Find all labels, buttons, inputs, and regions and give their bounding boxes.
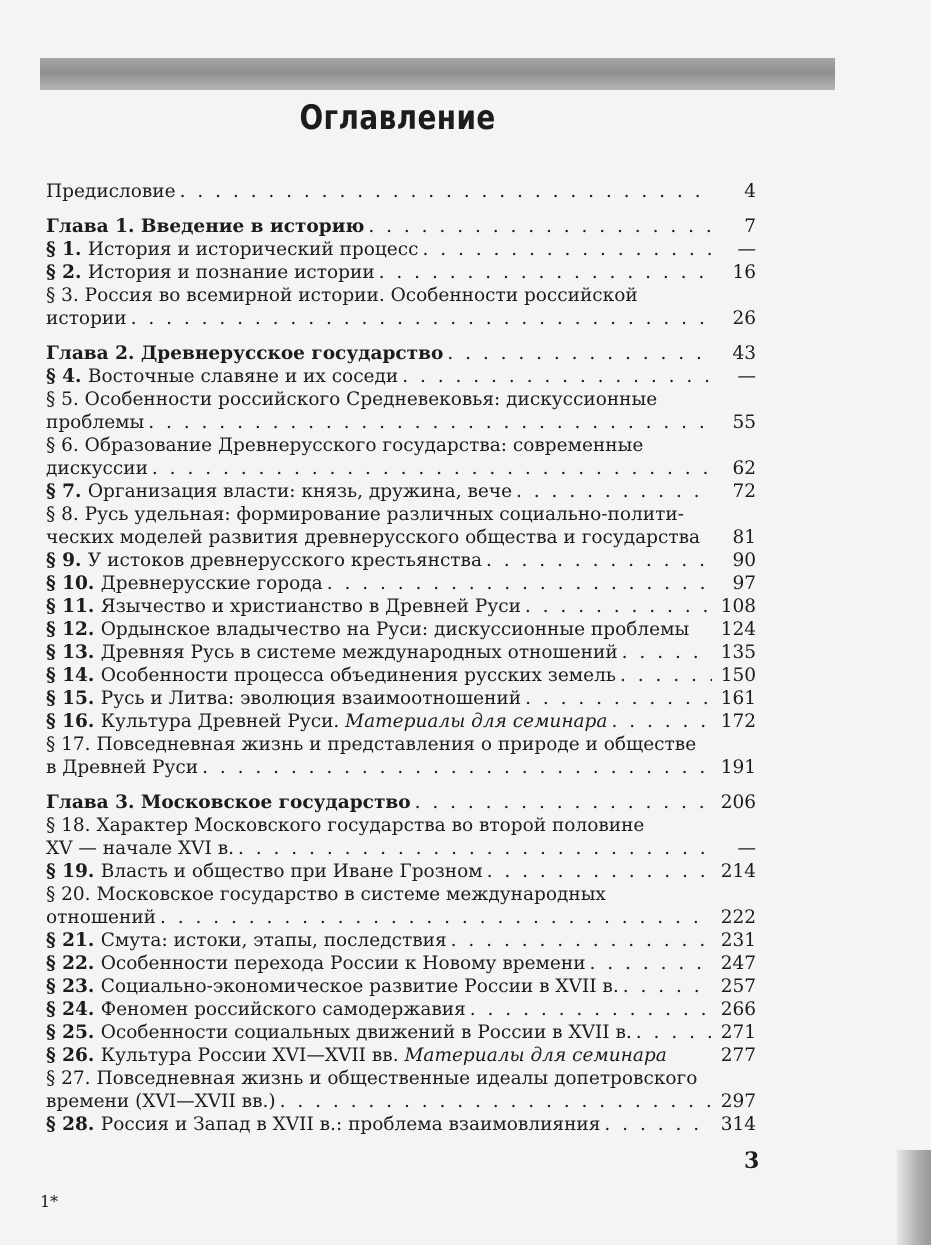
table-of-contents — [46, 180, 756, 1136]
section-number: § 13. — [46, 642, 101, 663]
entry-title — [46, 411, 144, 434]
page-ref: — — [737, 366, 756, 387]
page-ref: 62 — [732, 458, 756, 479]
section-number: § 22. — [46, 953, 101, 974]
section-number: § 11. — [46, 596, 101, 617]
entry-line — [46, 641, 756, 664]
page-ref: 222 — [720, 907, 756, 928]
signature-mark: 1* — [40, 1192, 59, 1211]
entry-title — [46, 975, 619, 998]
section-number: § 25. — [46, 1022, 101, 1043]
page-edge-shadow — [897, 1150, 931, 1245]
leader-dots — [152, 457, 712, 480]
page-ref: 108 — [720, 596, 756, 617]
leader-dots — [486, 549, 712, 572]
entry-text: ческих моделей развития древнерусского общества и государства — [46, 527, 701, 548]
entry-title — [46, 480, 512, 503]
toc-entry[interactable] — [46, 952, 756, 975]
entry-line — [46, 457, 756, 480]
section-number: § 2. — [46, 262, 88, 283]
leader-dots — [202, 756, 712, 779]
page-ref: 7 — [744, 216, 756, 237]
entry-text: Организация власти: князь, дружина, вече — [87, 481, 513, 502]
entry-text: Повседневная жизнь и представления о природе и обществе — [96, 734, 697, 755]
toc-entry[interactable] — [46, 480, 756, 503]
page-ref: 16 — [732, 262, 756, 283]
entry-text: Смута: истоки, этапы, последствия — [100, 930, 447, 951]
entry-title — [46, 365, 398, 388]
page-ref: — — [737, 838, 756, 859]
entry-text: Восточные славяне и их соседи — [87, 366, 399, 387]
entry-text: Характер Московского государства во второй половине — [96, 815, 645, 836]
entry-title — [46, 215, 364, 238]
entry-text: проблемы — [46, 412, 145, 433]
leader-dots — [623, 975, 712, 998]
section-number: § 24. — [46, 999, 101, 1020]
section-number: § 1. — [46, 239, 88, 260]
leader-dots — [280, 1090, 712, 1113]
leader-dots — [620, 664, 712, 687]
toc-entry[interactable] — [46, 434, 756, 480]
section-number: § 15. — [46, 688, 101, 709]
entry-title — [46, 791, 411, 814]
entry-text: Русь удельная: формирование различных социально-полити- — [84, 504, 684, 525]
toc-entry[interactable] — [46, 261, 756, 284]
entry-text: История и познание истории — [87, 262, 375, 283]
leader-dots — [525, 687, 712, 710]
toc-entry[interactable] — [46, 284, 756, 330]
page-ref: 43 — [732, 343, 756, 364]
entry-text: XV — начале XVI в. — [46, 838, 235, 859]
entry-line — [46, 664, 756, 687]
entry-text: Глава 3. Московское государство — [46, 792, 411, 813]
entry-text: Ордынское владычество на Руси: дискуссионные проблемы — [100, 619, 690, 640]
page-ref: 191 — [720, 757, 756, 778]
toc-entry[interactable] — [46, 549, 756, 572]
entry-line — [46, 837, 756, 860]
page-ref: 266 — [720, 999, 756, 1020]
toc-entry[interactable] — [46, 572, 756, 595]
toc-entry[interactable] — [46, 1067, 756, 1113]
entry-first-line — [46, 814, 756, 837]
section-number: § 18. — [46, 815, 97, 836]
leader-dots — [415, 791, 712, 814]
section-number: § 27. — [46, 1068, 97, 1089]
entry-line — [46, 307, 756, 330]
page-ref: 81 — [732, 527, 756, 548]
section-number: § 28. — [46, 1114, 101, 1135]
toc-entry[interactable] — [46, 388, 756, 434]
entry-line — [46, 572, 756, 595]
section-number: § 4. — [46, 366, 88, 387]
entry-title — [46, 180, 176, 203]
entry-text: Россия и Запад в XVII в.: проблема взаимовлияния — [100, 1114, 601, 1135]
entry-text: Древняя Русь в системе международных отношений — [100, 642, 618, 663]
entry-line — [46, 929, 756, 952]
toc-entry[interactable] — [46, 733, 756, 779]
entry-text: Феномен российского самодержавия — [100, 999, 466, 1020]
spacer — [46, 779, 756, 791]
leader-dots — [590, 952, 712, 975]
entry-text: Особенности социальных движений в России в XVII в. — [100, 1022, 632, 1043]
toc-entry[interactable] — [46, 883, 756, 929]
entry-line — [46, 756, 756, 779]
leader-dots — [180, 180, 712, 203]
toc-entry[interactable] — [46, 975, 756, 998]
toc-entry[interactable] — [46, 664, 756, 687]
entry-title — [46, 664, 616, 687]
leader-dots — [402, 365, 712, 388]
entry-text: У истоков древнерусского крестьянства — [87, 550, 482, 571]
page-ref: — — [737, 239, 756, 260]
entry-line — [46, 1021, 756, 1044]
entry-title — [46, 238, 418, 261]
section-number: § 23. — [46, 976, 101, 997]
entry-text: Культура Древней Руси. — [100, 711, 346, 732]
entry-title — [46, 756, 198, 779]
page-ref: 206 — [720, 792, 756, 813]
page-ref: 90 — [732, 550, 756, 571]
section-number: § 16. — [46, 711, 101, 732]
leader-dots — [327, 572, 712, 595]
entry-text: Московское государство в системе международных — [96, 884, 606, 905]
entry-line — [46, 860, 756, 883]
chapter-entry[interactable] — [46, 791, 756, 814]
entry-title — [46, 618, 689, 641]
leader-dots — [604, 1113, 712, 1136]
page-ref: 257 — [720, 976, 756, 997]
page-title: Оглавление — [299, 98, 496, 138]
entry-title — [46, 1113, 600, 1136]
entry-first-line — [46, 284, 756, 307]
page-ref: 247 — [720, 953, 756, 974]
leader-dots — [611, 710, 712, 733]
entry-line — [46, 1113, 756, 1136]
chapter-entry[interactable] — [46, 342, 756, 365]
page-ref: 231 — [720, 930, 756, 951]
toc-entry[interactable] — [46, 618, 756, 641]
entry-first-line — [46, 434, 756, 457]
leader-dots — [636, 1021, 712, 1044]
section-number: § 14. — [46, 665, 101, 686]
entry-title — [46, 710, 607, 733]
toc-entry[interactable] — [46, 238, 756, 261]
entry-title — [46, 687, 521, 710]
entry-line — [46, 791, 756, 814]
entry-title — [46, 595, 521, 618]
leader-dots — [160, 906, 712, 929]
entry-text: Образование Древнерусского государства: современные — [84, 435, 644, 456]
entry-text: История и исторический процесс — [87, 239, 419, 260]
section-number: § 26. — [46, 1045, 101, 1066]
header-shade-bar — [40, 58, 835, 90]
section-number: § 17. — [46, 734, 97, 755]
entry-first-line — [46, 883, 756, 906]
entry-line — [46, 526, 756, 549]
section-number: § 8. — [46, 504, 85, 525]
entry-text: Глава 2. Древнерусское государство — [46, 343, 444, 364]
entry-title — [46, 906, 156, 929]
entry-text: Древнерусские города — [100, 573, 323, 594]
page-ref: 55 — [732, 412, 756, 433]
leader-dots — [447, 342, 712, 365]
entry-title — [46, 457, 148, 480]
page-ref: 4 — [744, 181, 756, 202]
page-ref: 97 — [732, 573, 756, 594]
entry-line — [46, 1090, 756, 1113]
toc-entry[interactable] — [46, 641, 756, 664]
leader-dots — [379, 261, 712, 284]
entry-title — [46, 998, 466, 1021]
entry-title — [46, 526, 700, 549]
toc-entry[interactable] — [46, 998, 756, 1021]
entry-line — [46, 342, 756, 365]
page-ref: 297 — [720, 1091, 756, 1112]
toc-entry[interactable] — [46, 503, 756, 549]
entry-line — [46, 998, 756, 1021]
entry-title — [46, 952, 586, 975]
entry-text: Культура России XVI—XVII вв. — [100, 1045, 405, 1066]
entry-title — [46, 342, 443, 365]
toc-entry[interactable] — [46, 595, 756, 618]
entry-text: Глава 1. Введение в историю — [46, 216, 365, 237]
page-ref: 124 — [720, 619, 756, 640]
page-ref: 214 — [720, 861, 756, 882]
entry-line — [46, 975, 756, 998]
entry-first-line — [46, 388, 756, 411]
page-number: 3 — [744, 1148, 760, 1174]
entry-line — [46, 480, 756, 503]
entry-first-line — [46, 1067, 756, 1090]
page-ref: 271 — [720, 1022, 756, 1043]
entry-title — [46, 929, 447, 952]
leader-dots — [131, 307, 712, 330]
page-ref: 150 — [720, 665, 756, 686]
entry-text: Особенности российского Средневековья: дискуссионные — [84, 389, 658, 410]
toc-entry[interactable] — [46, 365, 756, 388]
toc-entry[interactable] — [46, 1113, 756, 1136]
leader-dots — [148, 411, 712, 434]
entry-title — [46, 1044, 667, 1067]
entry-line — [46, 180, 756, 203]
spacer — [46, 330, 756, 342]
entry-title — [46, 307, 127, 330]
entry-title — [46, 572, 323, 595]
section-number: § 12. — [46, 619, 101, 640]
leader-dots — [451, 929, 712, 952]
entry-title — [46, 641, 618, 664]
toc-entry[interactable] — [46, 180, 756, 203]
entry-italic: Материалы для семинара — [404, 1045, 667, 1066]
entry-first-line — [46, 503, 756, 526]
section-number: § 10. — [46, 573, 101, 594]
section-number: § 21. — [46, 930, 101, 951]
leader-dots — [470, 998, 712, 1021]
toc-entry[interactable] — [46, 814, 756, 860]
entry-title — [46, 860, 483, 883]
entry-line — [46, 411, 756, 434]
entry-title — [46, 261, 375, 284]
entry-line — [46, 595, 756, 618]
entry-title — [46, 549, 482, 572]
section-number: § 3. — [46, 285, 85, 306]
entry-title — [46, 837, 234, 860]
entry-line — [46, 549, 756, 572]
entry-line — [46, 1044, 756, 1067]
toc-entry[interactable] — [46, 1044, 756, 1067]
page-ref: 72 — [732, 481, 756, 502]
entry-text: дискуссии — [46, 458, 148, 479]
leader-dots — [525, 595, 712, 618]
entry-text: в Древней Руси — [46, 757, 199, 778]
entry-line — [46, 952, 756, 975]
entry-line — [46, 618, 756, 641]
entry-line — [46, 261, 756, 284]
entry-line — [46, 365, 756, 388]
leader-dots — [368, 215, 712, 238]
entry-title — [46, 1090, 276, 1113]
toc-entry[interactable] — [46, 929, 756, 952]
toc-entry[interactable] — [46, 860, 756, 883]
toc-entry[interactable] — [46, 687, 756, 710]
page-ref: 314 — [720, 1114, 756, 1135]
section-number: § 19. — [46, 861, 101, 882]
leader-dots — [487, 860, 712, 883]
entry-text: времени (XVI—XVII вв.) — [46, 1091, 276, 1112]
leader-dots — [422, 238, 712, 261]
entry-text: Власть и общество при Иване Грозном — [100, 861, 483, 882]
leader-dots — [622, 641, 712, 664]
entry-title — [46, 1021, 632, 1044]
chapter-entry[interactable] — [46, 215, 756, 238]
entry-line — [46, 906, 756, 929]
section-number: § 20. — [46, 884, 97, 905]
section-number: § 5. — [46, 389, 85, 410]
entry-first-line — [46, 733, 756, 756]
entry-text: Язычество и христианство в Древней Руси — [100, 596, 521, 617]
page-ref: 172 — [720, 711, 756, 732]
entry-text: Повседневная жизнь и общественные идеалы допетровского — [96, 1068, 698, 1089]
section-number: § 9. — [46, 550, 88, 571]
section-number: § 7. — [46, 481, 88, 502]
spacer — [46, 203, 756, 215]
entry-text: Социально-экономическое развитие России в XVII в. — [100, 976, 619, 997]
leader-dots — [516, 480, 712, 503]
entry-text: истории — [46, 308, 127, 329]
page-ref: 26 — [732, 308, 756, 329]
entry-line — [46, 710, 756, 733]
toc-entry[interactable] — [46, 710, 756, 733]
entry-line — [46, 687, 756, 710]
entry-text: Особенности процесса объединения русских земель — [100, 665, 616, 686]
entry-text: Особенности перехода России к Новому времени — [100, 953, 586, 974]
entry-line — [46, 238, 756, 261]
leader-dots — [238, 837, 712, 860]
entry-line — [46, 215, 756, 238]
toc-entry[interactable] — [46, 1021, 756, 1044]
page-ref: 161 — [720, 688, 756, 709]
page-ref: 277 — [720, 1045, 756, 1066]
section-number: § 6. — [46, 435, 85, 456]
entry-text: Россия во всемирной истории. Особенности российской — [84, 285, 638, 306]
entry-italic: Материалы для семинара — [345, 711, 608, 732]
entry-text: Предисловие — [46, 181, 176, 202]
entry-text: Русь и Литва: эволюция взаимоотношений — [100, 688, 522, 709]
entry-text: отношений — [46, 907, 156, 928]
page-ref: 135 — [720, 642, 756, 663]
